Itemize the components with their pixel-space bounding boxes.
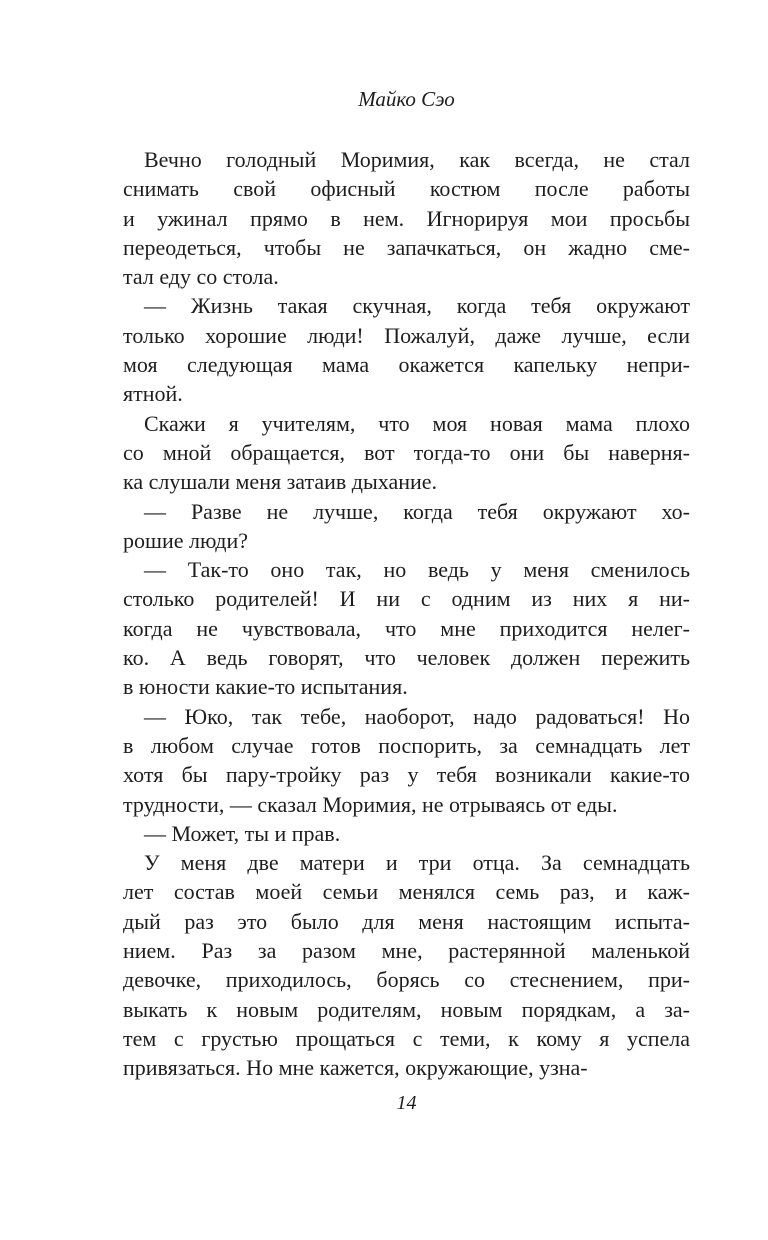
text-line: ка слушали меня затаив дыхание. <box>123 469 438 495</box>
text-line: — Разве не лучше, когда тебя окружают хо- <box>144 498 690 524</box>
text-line: столько родителей! И ни с одним из них я ни- <box>123 586 690 612</box>
text-line: в юности какие-то испытания. <box>123 674 408 700</box>
text-line: ко. А ведь говорят, что человек должен пережить <box>123 645 690 671</box>
text-line: нием. Раз за разом мне, растерянной маленькой <box>123 938 690 964</box>
text-line: хотя бы пару-тройку раз у тебя возникали какие-то <box>123 762 690 788</box>
text-line: — Так-то оно так, но ведь у меня сменилось <box>144 557 690 583</box>
text-line: и ужинал прямо в нем. Игнорируя мои просьбы <box>123 205 690 231</box>
paragraph <box>123 291 690 408</box>
text-block <box>123 145 690 1083</box>
text-line: — Юко, так тебе, наоборот, надо радоваться! Но <box>144 703 690 729</box>
paragraph <box>123 555 690 701</box>
text-line: дый раз это было для меня настоящим испыта- <box>123 908 690 934</box>
page-number: 14 <box>396 1092 417 1114</box>
text-line: в любом случае готов поспорить, за семнадцать лет <box>123 732 690 758</box>
text-line: Скажи я учителям, что моя новая мама плохо <box>144 410 690 436</box>
text-line: снимать свой офисный костюм после работы <box>123 176 690 202</box>
running-header: Майко Сэо <box>358 87 455 111</box>
text-line: со мной обращается, вот тогда-то они бы наверня- <box>123 439 690 465</box>
text-line: — Жизнь такая скучная, когда тебя окружают <box>144 293 690 319</box>
paragraph <box>123 497 690 556</box>
text-line: выкать к новым родителям, новым порядкам, а за- <box>123 996 690 1022</box>
text-line: девочке, приходилось, борясь со стеснением, при- <box>123 967 690 993</box>
text-line: когда не чувствовала, что мне приходится нелег- <box>123 615 690 641</box>
text-line: только хорошие люди! Пожалуй, даже лучше, если <box>123 322 690 348</box>
text-line: Вечно голодный Моримия, как всегда, не стал <box>144 147 690 172</box>
text-line: — Может, ты и прав. <box>144 820 341 846</box>
text-line: ятной. <box>123 381 183 407</box>
text-line: У меня две матери и три отца. За семнадцать <box>144 850 690 876</box>
text-line: лет состав моей семьи менялся семь раз, и каж- <box>123 879 690 905</box>
text-line: переодеться, чтобы не запачкаться, он жадно сме- <box>123 234 690 260</box>
text-line: рошие люди? <box>123 527 249 553</box>
text-line: привязаться. Но мне кажется, окружающие, узна- <box>123 1055 588 1081</box>
text-line: тем с грустью прощаться с теми, к кому я успела <box>123 1025 690 1051</box>
paragraph <box>123 409 690 497</box>
paragraph <box>123 819 690 848</box>
paragraph <box>123 702 690 819</box>
text-line: тал еду со стола. <box>123 264 279 290</box>
text-line: трудности, — сказал Моримия, не отрываясь от еды. <box>123 791 618 817</box>
paragraph <box>123 145 690 291</box>
paragraph <box>123 848 690 1082</box>
text-line: моя следующая мама окажется капельку непри- <box>123 352 690 378</box>
